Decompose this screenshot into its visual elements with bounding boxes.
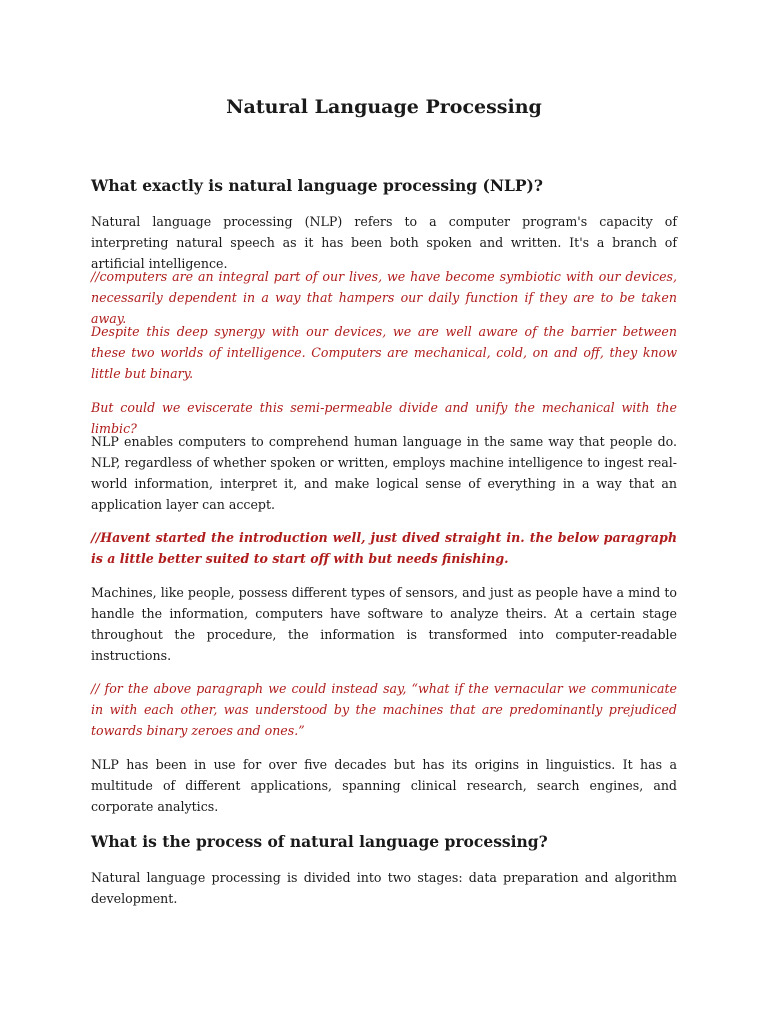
comment-paragraph: // for the above paragraph we could instead say, “what if the vernacular we communicate in with each other, was understood by the machines that are predominantly prejudiced towards binary zeroes and ones.” (91, 681, 677, 738)
body-paragraph: Natural language processing is divided into two stages: data preparation and algorithm development. (91, 870, 677, 906)
document-title: Natural Language Processing (226, 96, 542, 118)
section-heading-nlp-process: What is the process of natural language processing? (91, 832, 548, 851)
section-heading-what-is-nlp: What exactly is natural language processing (NLP)? (91, 176, 543, 195)
body-paragraph: NLP enables computers to comprehend human language in the same way that people do. NLP, regardless of whether spoken or written, employs machine intelligence to ingest real-world information, interpret it, and make logical sense of everything in a way that an application layer can accept. (91, 434, 677, 512)
body-paragraph: NLP has been in use for over five decades but has its origins in linguistics. It has a multitude of different applications, spanning clinical research, search engines, and corporate analytics. (91, 757, 677, 814)
comment-paragraph: //computers are an integral part of our lives, we have become symbiotic with our devices, necessarily dependent in a way that hampers our daily function if they are to be taken away. (91, 269, 677, 326)
comment-paragraph: Despite this deep synergy with our devices, we are well aware of the barrier between these two worlds of intelligence. Computers are mechanical, cold, on and off, they know little but binary. (91, 324, 677, 381)
body-paragraph: Natural language processing (NLP) refers to a computer program's capacity of interpreting natural speech as it has been both spoken and written. It's a branch of artificial intelligence. (91, 214, 677, 271)
body-paragraph: Machines, like people, possess different types of sensors, and just as people have a mind to handle the information, computers have software to analyze theirs. At a certain stage throughout the procedure, the information is transformed into computer-readable instructions. (91, 585, 677, 663)
comment-paragraph-bold: //Havent started the introduction well, just dived straight in. the below paragraph is a little better suited to start off with but needs finishing. (91, 530, 677, 566)
comment-paragraph: But could we eviscerate this semi-permeable divide and unify the mechanical with the limbic? (91, 400, 677, 436)
